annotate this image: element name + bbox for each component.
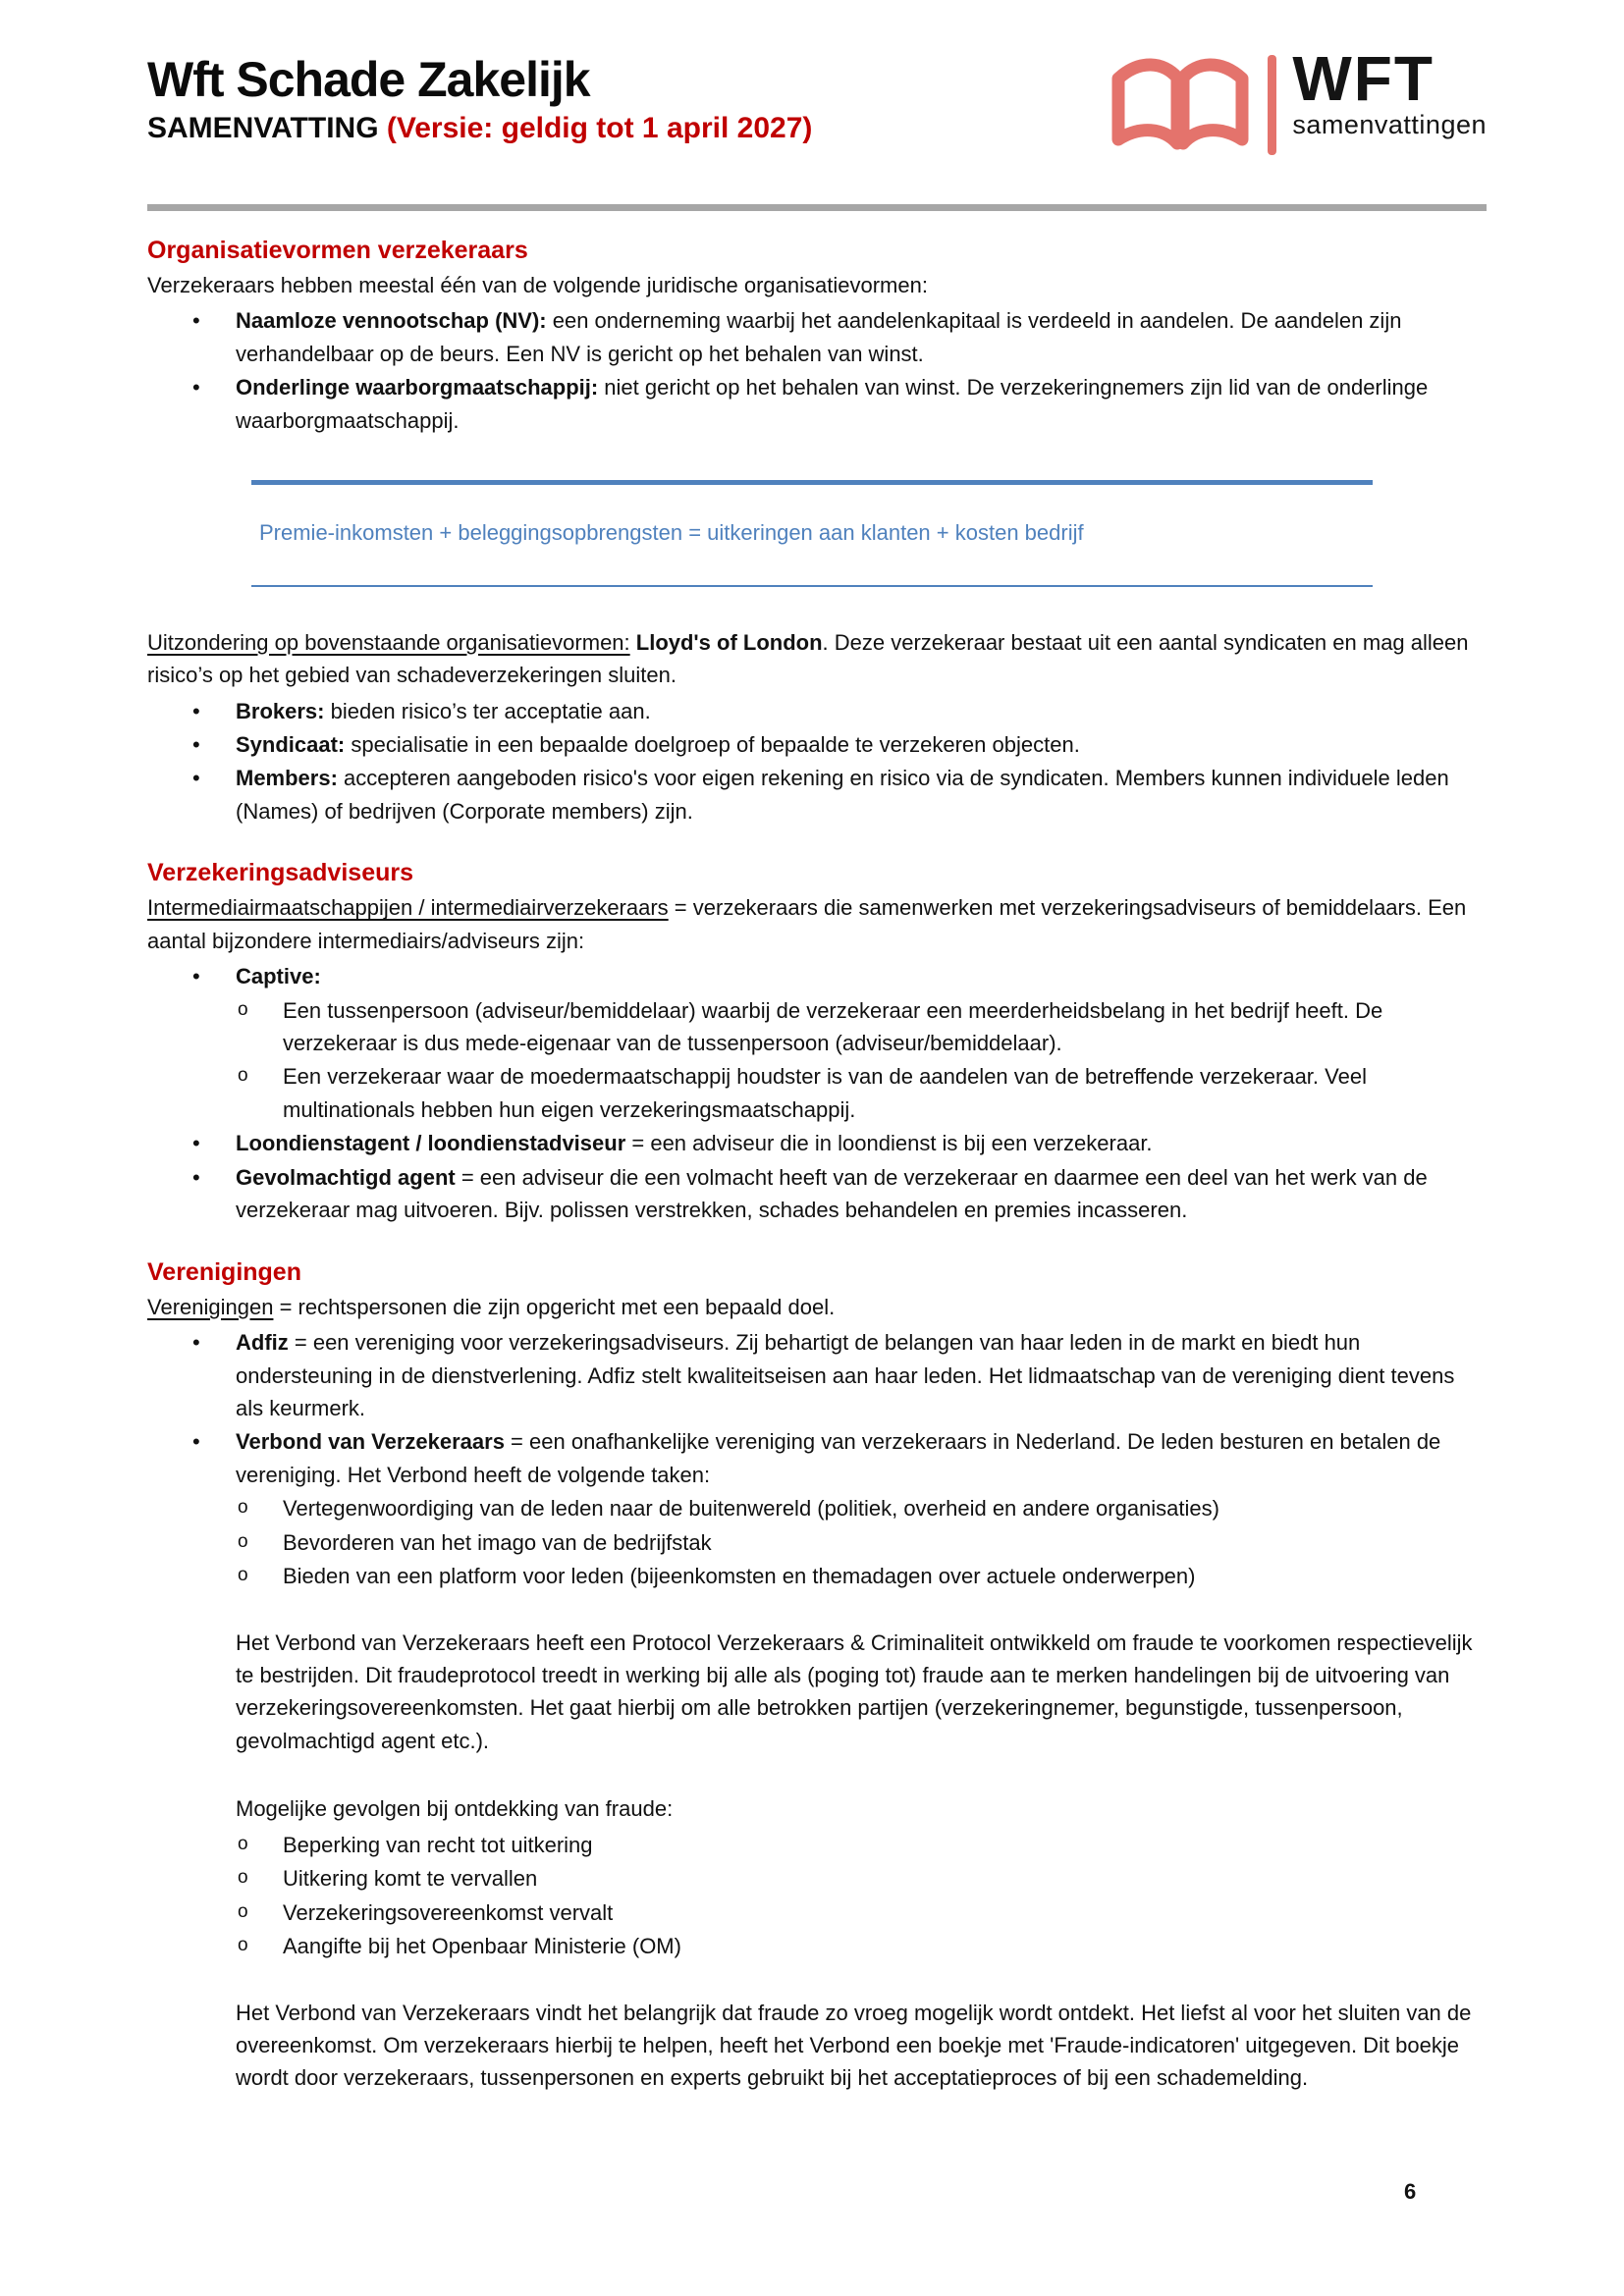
- closing-paragraph: Het Verbond van Verzekeraars vindt het belangrijk dat fraude zo vroeg mogelijk wordt ontdekt. Het liefst al voor het sluiten van de overeenkomst. Om verzekeraars hierbij te helpen, heeft het Verbond een boekje met 'Fraude-indicatoren' uitgegeven. Dit boekje wordt door verzekeraars, tussenpersonen en experts gebruikt bij het acceptatieproces of bij een schademelding.: [236, 2000, 1472, 2091]
- sub-list-item: [147, 1930, 1487, 1962]
- bold-lead: Onderlinge waarborgmaatschappij:: [236, 375, 599, 400]
- circle-bullet-icon: o: [238, 1900, 248, 1922]
- logo-brand: WFT: [1292, 43, 1435, 114]
- sub-list-item: [147, 1896, 1487, 1929]
- bold-lead: Verbond van Verzekeraars: [236, 1429, 505, 1455]
- section-heading-verenigingen: Verenigingen: [147, 1257, 301, 1286]
- underlined-run: Verenigingen: [147, 1294, 274, 1319]
- bullet-icon: •: [192, 308, 200, 334]
- exception-paragraph: [147, 626, 1487, 692]
- sub-list-item-text: Bieden van een platform voor leden (bijeenkomsten en themadagen over actuele onderwerpen): [283, 1564, 1196, 1589]
- bold-lead: Syndicaat:: [236, 731, 346, 757]
- bullet-icon: •: [192, 731, 200, 757]
- section3-intro: [147, 1291, 1487, 1323]
- text-run: accepteren aangeboden risico's voor eigen rekening en risico via de syndicaten. Members kunnen individuele leden (Names) of bedrijven (Corporate members) zijn.: [236, 766, 1449, 824]
- list-item: [147, 1326, 1487, 1424]
- bullet-icon: •: [192, 964, 200, 989]
- section1-intro: Verzekeraars hebben meestal één van de volgende juridische organisatievormen:: [147, 273, 928, 297]
- page-header: [147, 45, 1487, 194]
- underlined-run: Intermediairmaatschappijen / intermediairverzekeraars: [147, 895, 669, 921]
- sub-list-item: [147, 1829, 1487, 1861]
- wft-logo: [1107, 43, 1487, 161]
- spacer: [147, 1964, 1487, 1997]
- section-heading-verzekeringsadviseurs: Verzekeringsadviseurs: [147, 859, 413, 887]
- bullet-icon: •: [192, 1164, 200, 1190]
- sub-list-item: [147, 994, 1487, 1060]
- bullet-icon: •: [192, 375, 200, 400]
- logo-tagline: samenvattingen: [1292, 110, 1487, 140]
- bold-lead: Captive:: [236, 964, 321, 989]
- formula-text: Premie-inkomsten + beleggingsopbrengsten = uitkeringen aan klanten + kosten bedrijf: [259, 520, 1084, 546]
- text-run: een onderneming waarbij het aandelenkapitaal is verdeeld in aandelen. De aandelen zijn verhandelbaar op de beurs. Een NV is gericht op het behalen van winst.: [236, 308, 1402, 366]
- page-title: Wft Schade Zakelijk: [147, 52, 590, 107]
- list-item-text: [236, 1326, 1487, 1424]
- circle-bullet-icon: o: [238, 1867, 248, 1889]
- sub-list-item-text: Een tussenpersoon (adviseur/bemiddelaar) waarbij de verzekeraar een meerderheidsbelang in het bedrijf heeft. De verzekeraar is dus mede-eigenaar van de tussenpersoon (adviseur/bemiddelaar).: [283, 997, 1383, 1055]
- text-run: bieden risico’s ter acceptatie aan.: [324, 698, 651, 723]
- header-rule: [147, 204, 1487, 211]
- spacer: [147, 1760, 1487, 1792]
- sub-list-item-text: Vertegenwoordiging van de leden naar de buitenwereld (politiek, overheid en andere organisaties): [283, 1496, 1219, 1522]
- list-item-text: [236, 960, 1487, 992]
- list-item: [147, 304, 1487, 370]
- list-item-text: [236, 1127, 1487, 1159]
- spacer: [147, 1594, 1487, 1627]
- formula-box: [251, 480, 1373, 586]
- text-run: = verzekeraars die samenwerken met verzekeringsadviseurs of bemiddelaars. Een aantal bijzondere intermediairs/adviseurs zijn:: [147, 895, 1467, 953]
- bold-lead: Adfiz: [236, 1330, 289, 1356]
- text-run: = een vereniging voor verzekeringsadviseurs. Zij behartigt de belangen van haar leden in de markt en biedt hun ondersteuning in de dienstverlening. Adfiz stelt kwaliteitseisen aan haar leden. Het lidmaatschap van de vereniging dient tevens als keurmerk.: [236, 1330, 1455, 1420]
- list-item: [147, 960, 1487, 992]
- bullet-icon: •: [192, 1330, 200, 1356]
- text-run: = een adviseur die in loondienst is bij een verzekeraar.: [625, 1131, 1153, 1156]
- bold-lead: Loondienstagent / loondienstadviseur: [236, 1131, 626, 1156]
- text-run: = rechtspersonen die zijn opgericht met een bepaald doel.: [273, 1294, 836, 1319]
- section-heading-organisatievormen: Organisatievormen verzekeraars: [147, 237, 528, 264]
- text-run: . Deze verzekeraar bestaat uit een aantal syndicaten en mag alleen risico’s op het gebied van schadeverzekeringen sluiten.: [147, 629, 1469, 688]
- sub-list-item-text: Uitkering komt te vervallen: [283, 1866, 538, 1892]
- list-item-text: [236, 1425, 1487, 1491]
- circle-bullet-icon: o: [238, 1497, 248, 1519]
- bold-lead: Gevolmachtigd agent: [236, 1164, 456, 1190]
- version-note: (Versie: geldig tot 1 april 2027): [386, 112, 813, 144]
- circle-bullet-icon: o: [238, 1530, 248, 1552]
- sub-list-item-text: Bevorderen van het imago van de bedrijfstak: [283, 1529, 712, 1555]
- list-item: [147, 1127, 1487, 1159]
- list-item: [147, 371, 1487, 437]
- bold-lead: Members:: [236, 766, 338, 791]
- circle-bullet-icon: o: [238, 1065, 248, 1087]
- logo-divider-bar: [1268, 55, 1276, 155]
- list-item-text: [236, 762, 1487, 828]
- open-book-icon: [1107, 51, 1254, 161]
- list-item: [147, 1161, 1487, 1227]
- text-run: specialisatie in een bepaalde doelgroep of bepaalde te verzekeren objecten.: [345, 731, 1080, 757]
- text-run: = een onafhankelijke vereniging van verzekeraars in Nederland. De leden besturen en betalen de vereniging. Het Verbond heeft de volgende taken:: [236, 1429, 1441, 1487]
- list-item-text: [236, 1161, 1487, 1227]
- bold-lead: Naamloze vennootschap (NV):: [236, 308, 547, 334]
- circle-bullet-icon: o: [238, 998, 248, 1020]
- bullet-icon: •: [192, 1131, 200, 1156]
- bold-run: Lloyd's of London: [629, 629, 823, 655]
- sub-list-item-text: Verzekeringsovereenkomst vervalt: [283, 1899, 614, 1925]
- list-item: [147, 695, 1487, 727]
- bold-lead: Brokers:: [236, 698, 325, 723]
- protocol-paragraph: Het Verbond van Verzekeraars heeft een Protocol Verzekeraars & Criminaliteit ontwikkeld om fraude te voorkomen respectievelijk te bestrijden. Dit fraudeprotocol treedt in werking bij alle als (poging tot) fraude aan te merken handelingen bij de uitvoering van verzekeringsovereenkomsten. Het gaat hierbij om alle betrokken partijen (verzekeringnemer, begunstigde, tussenpersoon, gevolmachtigd agent etc.).: [236, 1629, 1473, 1753]
- bullet-icon: •: [192, 1429, 200, 1455]
- sub-list-item: [147, 1492, 1487, 1524]
- fraud-consequences-label: Mogelijke gevolgen bij ontdekking van fraude:: [236, 1796, 674, 1822]
- list-item: [147, 762, 1487, 828]
- list-item: [147, 728, 1487, 761]
- sub-list-item-text: Een verzekeraar waar de moedermaatschappij houdster is van de aandelen van de betreffende verzekeraar. Veel multinationals hebben hun eigen verzekeringsmaatschappij.: [283, 1064, 1367, 1122]
- bullet-icon: •: [192, 698, 200, 723]
- logo-text: [1292, 43, 1487, 140]
- list-item: [147, 1425, 1487, 1491]
- sub-list-item: [147, 1060, 1487, 1126]
- sub-list-item: [147, 1560, 1487, 1592]
- circle-bullet-icon: o: [238, 1833, 248, 1854]
- subtitle-label: SAMENVATTING: [147, 112, 387, 144]
- circle-bullet-icon: o: [238, 1565, 248, 1586]
- circle-bullet-icon: o: [238, 1935, 248, 1956]
- sub-list-item: [147, 1526, 1487, 1559]
- sub-list-item: [147, 1862, 1487, 1895]
- list-item-text: [236, 304, 1487, 370]
- list-item-text: [236, 728, 1487, 761]
- sub-list-item-text: Aangifte bij het Openbaar Ministerie (OM): [283, 1934, 681, 1959]
- list-item-text: [236, 695, 1487, 727]
- list-item-text: [236, 371, 1487, 437]
- text-run: = een adviseur die een volmacht heeft van de verzekeraar en daarmee een deel van het werk van de verzekeraar mag uitvoeren. Bijv. polissen verstrekken, schades behandelen en premies incasseren.: [236, 1164, 1428, 1223]
- underlined-run: Uitzondering op bovenstaande organisatievormen:: [147, 629, 630, 655]
- page-number: 6: [1404, 2179, 1417, 2204]
- page-subtitle: [147, 112, 812, 145]
- bullet-icon: •: [192, 766, 200, 791]
- title-block: [147, 45, 812, 145]
- sub-list-item-text: Beperking van recht tot uitkering: [283, 1832, 593, 1857]
- section2-intro: [147, 891, 1487, 957]
- text-run: niet gericht op het behalen van winst. De verzekeringnemers zijn lid van de onderlinge waarborgmaatschappij.: [236, 375, 1429, 433]
